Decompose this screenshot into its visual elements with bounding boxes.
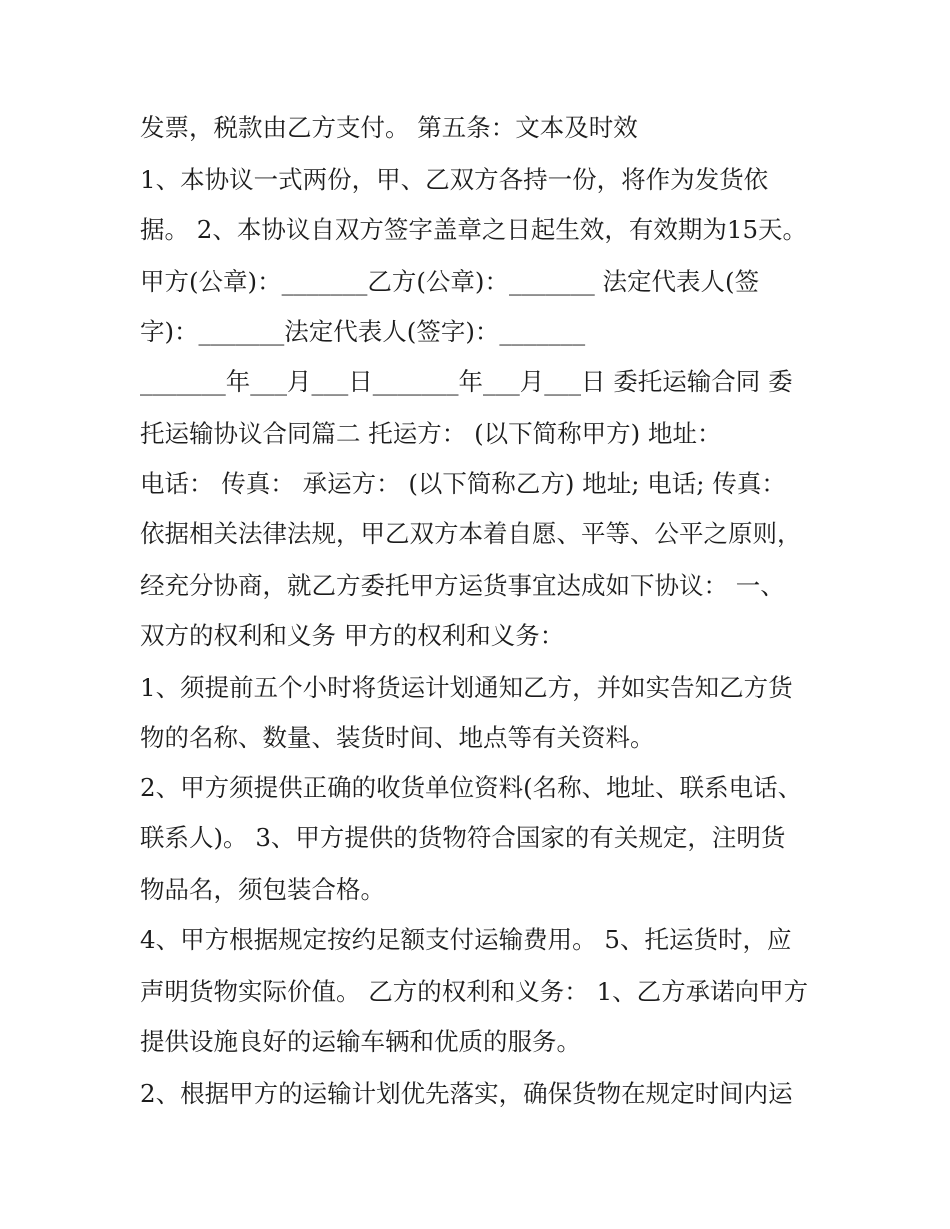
text-line: 字)：_______法定代表人(签字)：_______ (140, 317, 586, 346)
text-line: 2、甲方须提供正确的收货单位资料(名称、地址、联系电话、 (140, 773, 803, 802)
text-line: 提供设施良好的运输车辆和优质的服务。 (140, 1027, 581, 1056)
text-line: 4、甲方根据规定按约足额支付运输费用。 5、托运货时，应 (140, 925, 792, 954)
text-line: _______年___月___日_______年___月___日 委托运输合同 委 (140, 367, 793, 396)
text-line: 甲方(公章)：_______乙方(公章)：_______ 法定代表人(签 (140, 267, 760, 296)
text-line: 物品名，须包装合格。 (140, 875, 385, 904)
text-line: 1、本协议一式两份，甲、乙双方各持一份，将作为发货依 (140, 165, 769, 194)
text-line: 电话： 传真： 承运方： (以下简称乙方) 地址; 电话; 传真： (140, 469, 786, 498)
text-line: 据。 2、本协议自双方签字盖章之日起生效，有效期为15天。 (140, 215, 808, 244)
text-line: 声明货物实际价值。 乙方的权利和义务： 1、乙方承诺向甲方 (140, 977, 809, 1006)
text-line: 2、根据甲方的运输计划优先落实，确保货物在规定时间内运 (140, 1079, 793, 1108)
text-line: 物的名称、数量、装货时间、地点等有关资料。 (140, 723, 655, 752)
text-line: 依据相关法律法规，甲乙双方本着自愿、平等、公平之原则， (140, 519, 802, 548)
text-line: 联系人)。 3、甲方提供的货物符合国家的有关规定，注明货 (140, 823, 786, 852)
text-line: 双方的权利和义务 甲方的权利和义务： (140, 621, 565, 650)
text-line: 1、须提前五个小时将货运计划通知乙方，并如实告知乙方货 (140, 673, 793, 702)
text-line: 发票，税款由乙方支付。 第五条：文本及时效 (140, 113, 638, 142)
text-line: 经充分协商，就乙方委托甲方运货事宜达成如下协议： 一、 (140, 571, 785, 600)
text-line: 托运输协议合同篇二 托运方： (以下简称甲方) 地址： (140, 419, 722, 448)
